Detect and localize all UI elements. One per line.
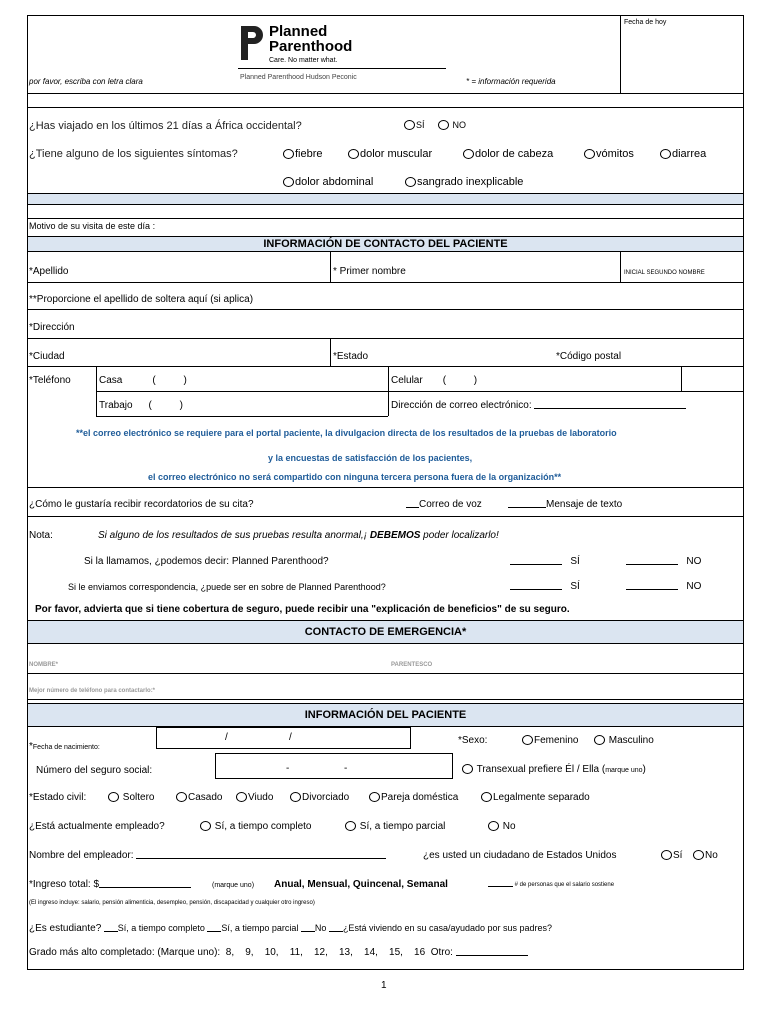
marital-divorced[interactable]: Divorciado <box>290 792 349 803</box>
income-periods[interactable]: Anual, Mensual, Quincenal, Semanal <box>274 879 448 890</box>
travel-no[interactable]: NO <box>438 120 466 130</box>
contact-section-title: INFORMACIÓN DE CONTACTO DEL PACIENTE <box>28 236 743 252</box>
radio-icon <box>584 149 595 159</box>
symptom-fever[interactable]: fiebre <box>283 148 323 160</box>
radio-icon <box>200 821 211 831</box>
travel-yes[interactable]: SÍ <box>404 120 425 130</box>
mail-yes[interactable]: SÍ <box>510 581 580 592</box>
ssn-field[interactable]: - - <box>215 753 453 779</box>
employed-full[interactable]: Sí, a tiempo completo <box>200 821 312 832</box>
radio-icon <box>348 149 359 159</box>
radio-icon <box>283 149 294 159</box>
persons-supported[interactable]: # de personas que el salario sostiene <box>488 882 614 888</box>
mail-question: Si le enviamos correspondencia, ¿puede ser en sobre de Planned Parenthood? <box>68 582 386 592</box>
radio-icon <box>438 120 449 130</box>
radio-icon <box>463 149 474 159</box>
citizen-yes[interactable]: Sí <box>661 850 682 861</box>
email-field[interactable]: Dirección de correo electrónico: <box>391 400 686 411</box>
spacer-band <box>28 193 743 205</box>
visit-reason[interactable]: Motivo de su visita de este día : <box>29 221 156 231</box>
citizen-no[interactable]: No <box>693 850 718 861</box>
sex-label: *Sexo: <box>458 735 488 746</box>
citizen-question: ¿es usted un ciudadano de Estados Unidos <box>423 850 617 861</box>
student-question: ¿Es estudiante? Sí, a tiempo completo Sí, a tiempo parcial No ¿Está viviendo en su casa/ayudado por sus padres? <box>29 923 553 934</box>
marital-partner[interactable]: Pareja doméstica <box>369 792 458 803</box>
radio-icon <box>661 850 672 860</box>
employed-part[interactable]: Sí, a tiempo parcial <box>345 821 445 832</box>
radio-icon <box>462 764 473 774</box>
call-no[interactable]: NO <box>626 556 701 567</box>
state-field[interactable]: *Estado <box>333 351 369 362</box>
radio-icon <box>594 735 605 745</box>
symptom-bleeding[interactable]: sangrado inexplicable <box>405 176 523 188</box>
emergency-phone-field[interactable]: Mejor número de teléfono para contactarlo:* <box>29 688 156 694</box>
email-note-2: y la encuestas de satisfacción de los pacientes, <box>268 453 473 463</box>
intake-form <box>27 15 744 970</box>
emergency-relationship-field[interactable]: PARENTESCO <box>391 662 433 668</box>
emergency-name-field[interactable]: NOMBRE* <box>29 662 59 668</box>
call-yes[interactable]: SÍ <box>510 556 580 567</box>
radio-icon <box>693 850 704 860</box>
dob-label: *Fecha de nacimiento: <box>29 741 100 752</box>
logo-underline <box>238 68 446 69</box>
date-label: Fecha de hoy <box>624 19 667 26</box>
logo-tagline: Care. No matter what. <box>269 57 338 64</box>
radio-icon <box>108 792 119 802</box>
income-field[interactable]: *Ingreso total: $ <box>29 879 191 890</box>
grade-question[interactable]: Grado más alto completado: (Marque uno): 8, 9, 10, 11, 12, 13, 14, 15, 16 Otro: <box>29 947 528 958</box>
radio-icon <box>369 792 380 802</box>
marital-single[interactable]: Soltero <box>108 792 154 803</box>
symptom-abdominal[interactable]: dolor abdominal <box>283 176 373 188</box>
affiliate-name: Planned Parenthood Hudson Peconic <box>240 74 357 81</box>
middle-initial-field[interactable]: INICIAL SEGUNDO NOMBRE <box>624 270 705 276</box>
maiden-name-field[interactable]: **Proporcione el apellido de soltera aquí (si aplica) <box>29 294 254 305</box>
mail-no[interactable]: NO <box>626 581 701 592</box>
income-includes: (El ingreso incluye: salario, pensión alimenticia, desempleo, pensión, discapacidad y cualquier otro ingreso) <box>29 900 315 906</box>
city-field[interactable]: *Ciudad <box>29 351 65 362</box>
work-phone-field[interactable]: Trabajo ( ) <box>99 400 183 411</box>
sex-female[interactable]: Femenino <box>522 735 578 746</box>
employed-question: ¿Está actualmente empleado? <box>29 821 165 832</box>
insurance-note: Por favor, advierta que si tiene cobertura de seguro, puede recibir una "explicación de beneficios" de su seguro. <box>35 604 570 615</box>
call-question: Si la llamamos, ¿podemos decir: Planned Parenthood? <box>84 556 329 567</box>
symptom-vomit[interactable]: vómitos <box>584 148 634 160</box>
cell-phone-field[interactable]: Celular ( ) <box>391 375 478 386</box>
marital-label: *Estado civil: <box>29 792 87 803</box>
marital-widowed[interactable]: Viudo <box>236 792 273 803</box>
radio-icon <box>176 792 187 802</box>
page-number: 1 <box>381 980 387 991</box>
dob-field[interactable]: / / <box>156 727 411 749</box>
symptom-muscle[interactable]: dolor muscular <box>348 148 432 160</box>
radio-icon <box>481 792 492 802</box>
reminders-question: ¿Cómo le gustaría recibir recordatorios de su cita? <box>29 499 254 510</box>
travel-question: ¿Has viajado en los últimos 21 días a África occidental? <box>29 120 302 132</box>
note-label: Nota: <box>29 530 53 541</box>
emergency-section-title: CONTACTO DE EMERGENCIA* <box>28 620 743 644</box>
marital-separated[interactable]: Legalmente separado <box>481 792 590 803</box>
email-note-3: el correo electrónico no será compartido con ninguna tercera persona fuera de la organización** <box>148 472 562 482</box>
voicemail-option[interactable]: Correo de voz <box>406 499 482 510</box>
employed-no[interactable]: No <box>488 821 516 832</box>
planned-parenthood-logo-icon <box>238 24 266 62</box>
radio-icon <box>236 792 247 802</box>
address-field[interactable]: *Dirección <box>29 322 75 333</box>
income-mark-one: (marque uno) <box>212 882 255 889</box>
phone-label: *Teléfono <box>29 375 71 386</box>
employer-field[interactable]: Nombre del empleador: <box>29 850 386 861</box>
radio-icon <box>660 149 671 159</box>
text-message-option[interactable]: Mensaje de texto <box>508 499 622 510</box>
patient-section-title: INFORMACIÓN DEL PACIENTE <box>28 703 743 727</box>
ssn-label: Número del seguro social: <box>36 765 153 776</box>
logo-line2: Parenthood <box>269 38 353 55</box>
radio-icon <box>522 735 533 745</box>
note-text: Si alguno de los resultados de sus pruebas resulta anormal,¡ DEBEMOS poder localizarlo! <box>98 530 499 541</box>
first-name-field[interactable]: * Primer nombre <box>333 266 406 277</box>
sex-male[interactable]: Masculino <box>594 735 654 746</box>
logo-line1: Planned <box>269 23 328 40</box>
symptom-headache[interactable]: dolor de cabeza <box>463 148 553 160</box>
write-clearly-note: por favor, escriba con letra clara <box>29 77 143 86</box>
radio-icon <box>405 177 416 187</box>
home-phone-field[interactable]: Casa ( ) <box>99 375 187 386</box>
symptom-diarrhea[interactable]: diarrea <box>660 148 706 160</box>
transgender-option[interactable]: Transexual prefiere Él / Ella (marque uno) <box>462 764 646 775</box>
marital-married[interactable]: Casado <box>176 792 222 803</box>
radio-icon <box>290 792 301 802</box>
radio-icon <box>404 120 415 130</box>
email-note-1: **el correo electrónico se requiere para el portal paciente, la divulgacion directa de los resultados de la pruebas de laboratorio <box>76 428 617 438</box>
radio-icon <box>488 821 499 831</box>
radio-icon <box>345 821 356 831</box>
last-name-field[interactable]: *Apellido <box>29 266 69 277</box>
required-note: * = información requerida <box>466 77 556 86</box>
zip-field[interactable]: *Código postal <box>556 351 622 362</box>
radio-icon <box>283 177 294 187</box>
symptoms-question: ¿Tiene alguno de los siguientes síntomas? <box>29 148 238 160</box>
